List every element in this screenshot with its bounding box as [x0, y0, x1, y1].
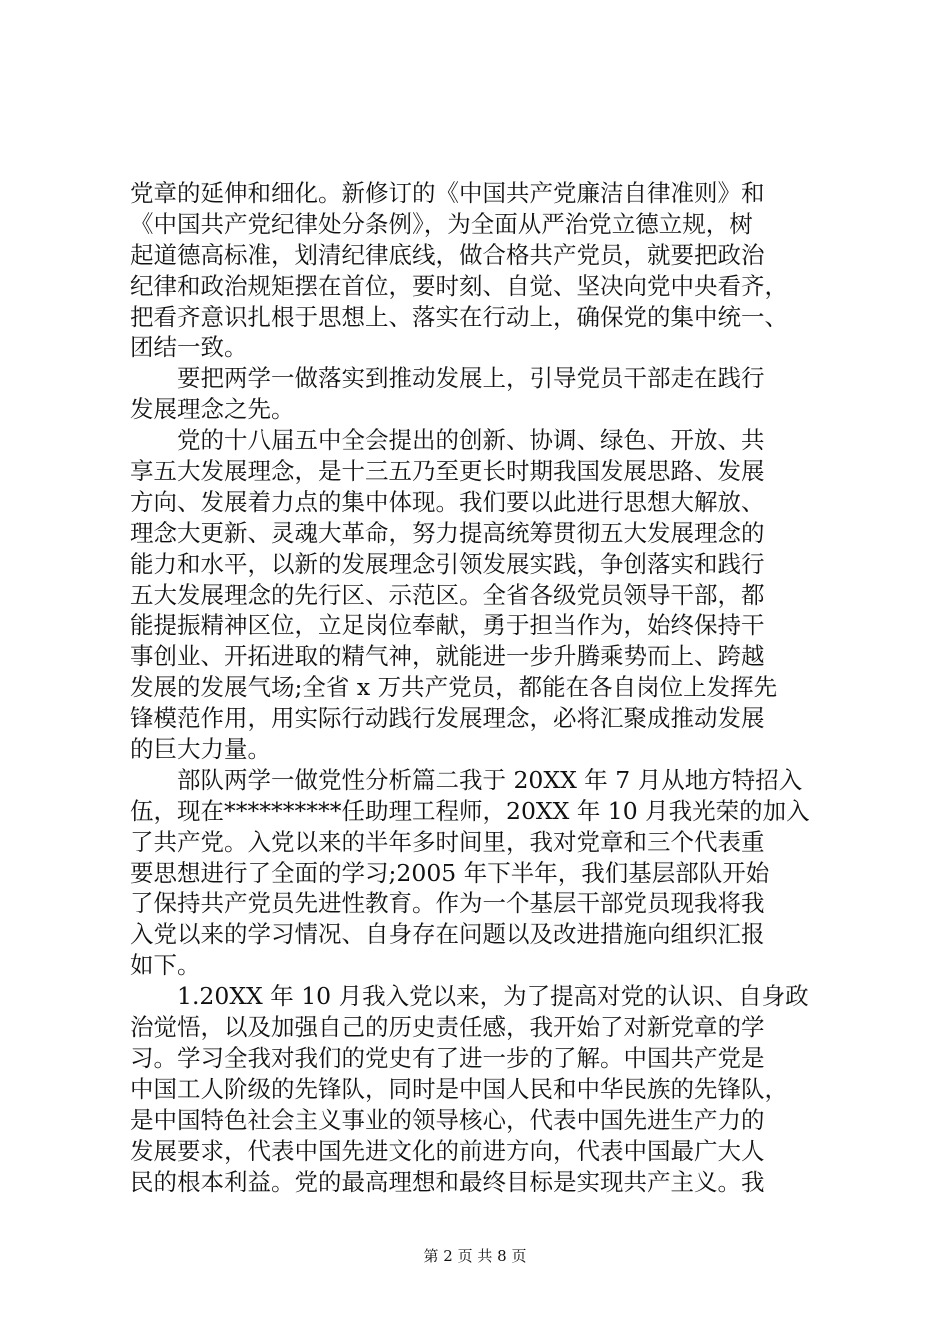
text-line: 团结一致。	[130, 333, 248, 362]
text-line: 部队两学一做党性分析篇二我于 20XX 年 7 月从地方特招入	[130, 765, 803, 794]
text-line: 了保持共产党员先进性教育。作为一个基层干部党员现我将我	[130, 889, 765, 918]
text-line: 党的十八届五中全会提出的创新、协调、绿色、开放、共	[130, 426, 765, 455]
text-line: 锋模范作用，用实际行动践行发展理念，必将汇聚成推动发展	[130, 704, 765, 733]
text-line: 把看齐意识扎根于思想上、落实在行动上，确保党的集中统一、	[130, 302, 788, 331]
text-line: 方向、发展着力点的集中体现。我们要以此进行思想大解放、	[130, 487, 765, 516]
text-line: 要思想进行了全面的学习;2005 年下半年，我们基层部队开始	[130, 858, 770, 887]
text-line: 入党以来的学习情况、自身存在问题以及改进措施向组织汇报	[130, 920, 765, 949]
text-line: 起道德高标准，划清纪律底线，做合格共产党员，就要把政治	[130, 240, 765, 269]
text-line: 理念大更新、灵魂大革命，努力提高统筹贯彻五大发展理念的	[130, 518, 765, 547]
text-line: 治觉悟，以及加强自己的历史责任感，我开始了对新党章的学	[130, 1013, 765, 1042]
page-number-footer: 第 2 页 共 8 页	[423, 1247, 527, 1265]
document-body	[130, 178, 830, 1197]
text-line: 发展要求，代表中国先进文化的前进方向，代表中国最广大人	[130, 1136, 765, 1165]
text-line: 1.20XX 年 10 月我入党以来，为了提高对党的认识、自身政	[130, 982, 809, 1011]
text-line: 是中国特色社会主义事业的领导核心，代表中国先进生产力的	[130, 1105, 765, 1134]
text-line: 发展的发展气场;全省 x 万共产党员，都能在各自岗位上发挥先	[130, 673, 778, 702]
text-line: 党章的延伸和细化。新修订的《中国共产党廉洁自律准则》和	[130, 179, 765, 207]
text-line: 《中国共产党纪律处分条例》，为全面从严治党立德立规，树	[130, 209, 753, 238]
text-line: 如下。	[130, 951, 201, 980]
text-line: 了共产党。入党以来的半年多时间里，我对党章和三个代表重	[130, 827, 765, 856]
text-line: 事创业、开拓进取的精气神，就能进一步升腾乘势而上、跨越	[130, 642, 765, 671]
text-line: 民的根本利益。党的最高理想和最终目标是实现共产主义。我	[130, 1167, 765, 1196]
text-line: 伍，现在**********任助理工程师，20XX 年 10 月我光荣的加入	[130, 796, 810, 825]
text-line: 能力和水平，以新的发展理念引领发展实践，争创落实和践行	[130, 549, 765, 578]
text-line: 五大发展理念的先行区、示范区。全省各级党员领导干部，都	[130, 580, 765, 609]
text-line: 发展理念之先。	[130, 395, 295, 424]
text-line: 中国工人阶级的先锋队，同时是中国人民和中华民族的先锋队，	[130, 1074, 788, 1103]
text-line: 能提振精神区位，立足岗位奉献，勇于担当作为，始终保持干	[130, 611, 765, 640]
text-line: 习。学习全我对我们的党史有了进一步的了解。中国共产党是	[130, 1043, 765, 1072]
text-line: 要把两学一做落实到推动发展上，引导党员干部走在践行	[130, 364, 765, 393]
text-line: 享五大发展理念，是十三五乃至更长时期我国发展思路、发展	[130, 457, 765, 486]
text-line: 纪律和政治规矩摆在首位，要时刻、自觉、坚决向党中央看齐，	[130, 271, 788, 300]
text-line: 的巨大力量。	[130, 735, 271, 764]
